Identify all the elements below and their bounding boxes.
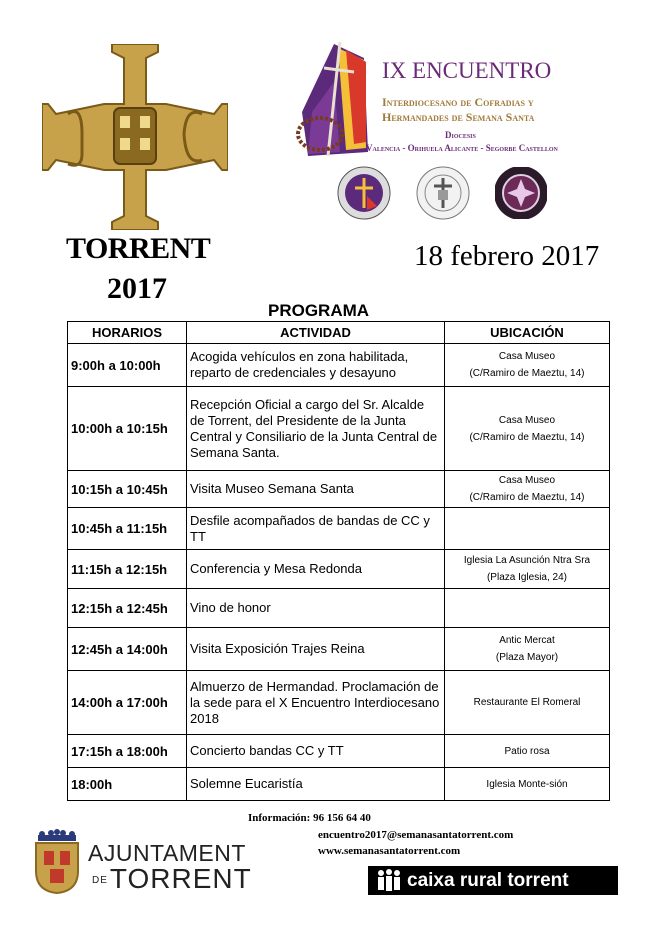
row-activity: Solemne Eucaristía [187,768,445,801]
table-row [68,735,610,768]
program-table [67,321,610,801]
row-location [445,671,610,735]
row-time: 10:45h a 11:15h [68,508,187,550]
people-icon [374,868,404,893]
event-city-title: TORRENT [66,232,211,265]
row-time: 9:00h a 10:00h [68,344,187,387]
row-location [445,344,610,387]
row-activity: Concierto bandas CC y TT [187,735,445,768]
row-time: 14:00h a 17:00h [68,671,187,735]
location-name: Patio rosa [504,745,550,757]
row-time: 11:15h a 12:15h [68,550,187,589]
location-name: Iglesia La Asunción Ntra Sra [463,555,591,566]
location-name: Casa Museo [498,414,556,426]
event-diocesis-label: Diocesis [445,130,476,140]
ajuntament-prefix: DE [92,875,108,887]
location-name: Antic Mercat [499,635,555,646]
info-phone: Información: 96 156 64 40 [248,812,371,824]
table-row [68,550,610,589]
table-header-row [68,322,610,344]
location-name: Casa Museo [498,475,556,486]
event-year: 2017 [107,272,167,305]
ajuntament-town [92,863,252,895]
row-location [445,768,610,801]
ajuntament-shield-icon [32,829,82,895]
row-activity: Recepción Oficial a cargo del Sr. Alcalde de Torrent, del Presidente de la Junta Central y Consiliario de la Junta Central de Semana Santa. [187,387,445,471]
row-activity: Acogida vehículos en zona habilitada, reparto de credenciales y desayuno [187,344,445,387]
table-row [68,508,610,550]
table-row [68,387,610,471]
row-activity: Desfile acompañados de bandas de CC y TT [187,508,445,550]
row-time: 10:15h a 10:45h [68,471,187,508]
row-activity: Visita Exposición Trajes Reina [187,628,445,671]
table-row [68,671,610,735]
row-location [445,550,610,589]
row-activity: Conferencia y Mesa Redonda [187,550,445,589]
location-name: Iglesia Monte-sión [486,778,568,790]
row-location [445,471,610,508]
row-activity: Visita Museo Semana Santa [187,471,445,508]
row-time: 12:45h a 14:00h [68,628,187,671]
table-row [68,471,610,508]
location-address: (Plaza Iglesia, 24) [486,572,568,583]
table-row [68,768,610,801]
column-header-ubicacion: UBICACIÓN [445,322,610,344]
row-location [445,387,610,471]
row-time: 10:00h a 10:15h [68,387,187,471]
ajuntament-town-name: TORRENT [109,863,252,894]
location-address: (C/Ramiro de Maeztu, 14) [469,431,585,443]
event-subtitle-line-2: Hermandades de Semana Santa [382,110,535,124]
location-address: (C/Ramiro de Maeztu, 14) [469,368,585,379]
event-cities-label: Valencia - Orihuela Alicante - Segorbe Castellon [366,143,558,153]
program-title: PROGRAMA [268,301,370,320]
column-header-actividad: ACTIVIDAD [187,322,445,344]
website-link[interactable]: www.semanasantatorrent.com [318,845,461,857]
location-address: (C/Ramiro de Maeztu, 14) [469,492,585,503]
contact-email-link[interactable]: encuentro2017@semanasantatorrent.com [318,829,514,841]
row-time: 18:00h [68,768,187,801]
table-row [68,628,610,671]
table-row [68,589,610,628]
row-time: 17:15h a 18:00h [68,735,187,768]
event-subtitle-line-1: Interdiocesano de Cofradias y [382,95,534,109]
cofradia-seal-icon [416,166,470,220]
table-row [68,344,610,387]
location-name: Casa Museo [498,351,556,362]
hermandad-seal-icon [494,166,548,220]
brotherhood-cross-logo [42,44,228,230]
location-address: (Plaza Mayor) [495,652,559,663]
event-date: 18 febrero 2017 [414,240,600,272]
column-header-horarios: HORARIOS [68,322,187,344]
event-title: IX ENCUENTRO [382,58,552,83]
row-location [445,735,610,768]
row-location [445,508,610,550]
row-time: 12:15h a 12:45h [68,589,187,628]
row-activity: Vino de honor [187,589,445,628]
ajuntament-name: AJUNTAMENT [88,840,246,866]
sponsor-name: caixa rural torrent [407,870,569,891]
row-location [445,589,610,628]
row-location [445,628,610,671]
diocese-seal-icon [337,166,391,220]
location-name: Restaurante El Romeral [473,697,581,708]
row-activity: Almuerzo de Hermandad. Proclamación de la sede para el X Encuentro Interdiocesano 2018 [187,671,445,735]
